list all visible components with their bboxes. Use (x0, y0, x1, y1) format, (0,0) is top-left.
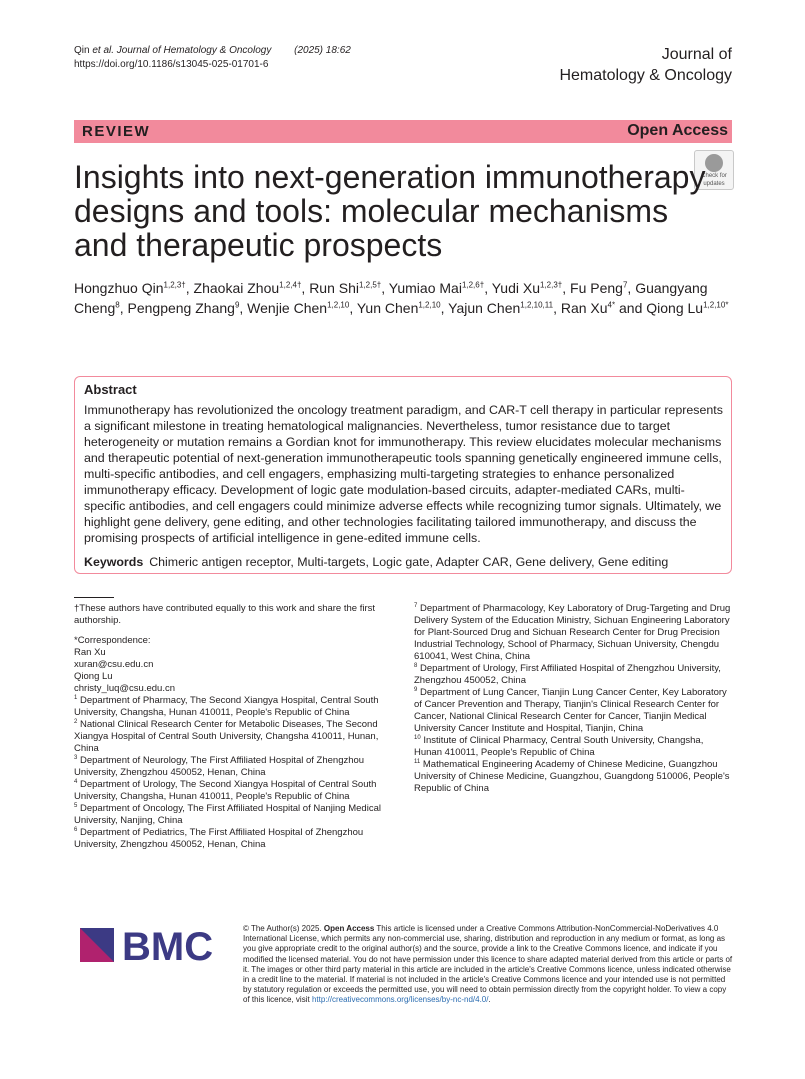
footnotes-left-column (74, 603, 384, 851)
bmc-logo-icon (80, 928, 114, 962)
affiliation-number: 11 (414, 758, 421, 765)
author-separator: , (440, 300, 449, 316)
correspondent-email[interactable]: xuran@csu.edu.cn (74, 659, 154, 670)
affiliation (74, 695, 384, 719)
author-separator: , (301, 280, 310, 296)
author-name: Pengpeng Zhang (127, 300, 235, 316)
author-affiliation-marker: 1,2,4† (279, 280, 302, 290)
affiliation-number: 8 (414, 662, 418, 669)
license-open-access-label: Open Access (323, 924, 375, 933)
open-access-label: Open Access (627, 122, 728, 139)
author-separator: , (562, 280, 571, 296)
check-updates-line2: updates (703, 181, 725, 187)
author-affiliation-marker: 7 (622, 280, 628, 290)
affiliation (74, 755, 384, 779)
citation-journal: et al. Journal of Hematology & Oncology (92, 45, 272, 56)
affiliation (414, 603, 732, 663)
journal-name-line2: Hematology & Oncology (559, 67, 732, 84)
author-name: Fu Peng (570, 280, 623, 296)
author-name: Wenjie Chen (247, 300, 328, 316)
author-name: Ran Xu (560, 300, 608, 316)
author-separator: , (484, 280, 492, 296)
affiliation-text: Mathematical Engineering Academy of Chinese Medicine, Guangzhou University of Chinese Medicine, Guangzhou, Guangdong 510006, People's Republic of China (414, 759, 730, 794)
citation-year: (2025) 18:62 (294, 45, 351, 56)
author-affiliation-marker: 1,2,3† (163, 280, 186, 290)
affiliation-text: Department of Pediatrics, The First Affiliated Hospital of Zhengzhou University, Zhengzhou 450052, Henan, China (74, 827, 364, 850)
author-name: Yumiao Mai (388, 280, 462, 296)
keywords-list: Chimeric antigen receptor, Multi-targets, Logic gate, Adapter CAR, Gene delivery, Gene editing (149, 555, 669, 569)
author-affiliation-marker: 8 (115, 300, 120, 310)
correspondence-label: *Correspondence: (74, 635, 151, 646)
affiliation-text: National Clinical Research Center for Metabolic Diseases, The Second Xiangya Hospital of Central South University, Changsha 410011, Hunan, China (74, 719, 379, 754)
copyright: © The Author(s) 2025. (243, 924, 322, 933)
author-separator: , (627, 280, 636, 296)
author-affiliation-marker: 9 (234, 300, 240, 310)
journal-name (559, 44, 732, 86)
affiliation (414, 663, 732, 687)
affiliations-right (414, 603, 732, 795)
author-name: Zhaokai Zhou (193, 280, 280, 296)
article-title: Insights into next-generation immunotherapy designs and tools: molecular mechanisms and therapeutic prospects (74, 159, 706, 263)
author-affiliation-marker: 1,2,6† (461, 280, 485, 290)
affiliation (414, 735, 732, 759)
affiliation (74, 803, 384, 827)
footnote-divider (74, 597, 114, 598)
affiliation (74, 779, 384, 803)
license-statement (243, 924, 735, 1006)
affiliation-number: 4 (74, 778, 78, 785)
affiliation-text: Department of Oncology, The First Affiliated Hospital of Nanjing Medical University, Nanjing, China (74, 803, 381, 826)
author-name: Hongzhuo Qin (74, 280, 164, 296)
affiliation (74, 719, 384, 755)
equal-contribution-note: †These authors have contributed equally to this work and share the first authorship. (74, 603, 376, 626)
article-type-label: REVIEW (82, 123, 151, 140)
author-affiliation-marker: 1,2,10,11 (520, 300, 554, 310)
correspondent-email[interactable]: christy_luq@csu.edu.cn (74, 683, 175, 694)
check-updates-line1: Check for (701, 173, 727, 179)
affiliation-number: 6 (74, 826, 78, 833)
keywords (84, 554, 724, 570)
affiliation-number: 5 (74, 802, 78, 809)
affiliation-number: 7 (414, 602, 418, 609)
bmc-logo (80, 924, 230, 964)
keywords-label: Keywords (84, 555, 144, 569)
affiliation (414, 759, 732, 795)
author-name: Yudi Xu (491, 280, 540, 296)
correspondent-name: Ran Xu (74, 647, 106, 658)
author-name: Yajun Chen (448, 300, 521, 316)
author-separator: , (553, 300, 561, 316)
license-url-suffix: . (488, 995, 491, 1005)
affiliation-number: 1 (74, 694, 78, 701)
footnotes-right-column (414, 603, 732, 795)
license-text: This article is licensed under a Creative Commons Attribution-NonCommercial-NoDerivatives 4.0 International License, which permits any non-commercial use, sharing, distribution and reproduction in any medium or format, as long as you give appropriate credit to the original author(s) and the source, provide a link to the Creative Commons licence, and indicate if you modified the licensed material. You do not have permission under this licence to share adapted material derived from this article or parts of it. The images or other third party material in this article are included in the article's Creative Commons licence, unless indicated otherwise in a credit line to the material. If material is not included in the article's Creative Commons licence and your intended use is not permitted by statutory regulation or exceeds the permitted use, you will need to obtain permission directly from the copyright holder. To view a copy of this licence, visit (243, 924, 733, 1005)
author-affiliation-marker: 1,2,5† (359, 280, 382, 290)
license-link[interactable]: http://creativecommons.org/licenses/by-nc-nd/4.0/ (311, 995, 489, 1005)
author-affiliation-marker: 1,2,10 (327, 300, 350, 310)
author-separator: , (239, 300, 248, 316)
affiliation-number: 10 (414, 734, 421, 741)
affiliation-number: 9 (414, 686, 418, 693)
doi-link[interactable]: https://doi.org/10.1186/s13045-025-01701-6 (74, 59, 269, 70)
affiliation-text: Department of Pharmacy, The Second Xiangya Hospital, Central South University, Changsha, Hunan 410011, People's Republic of China (74, 695, 379, 718)
author-separator: and (615, 300, 647, 316)
affiliations-left (74, 695, 384, 851)
article-type-banner (74, 120, 732, 143)
author-list (74, 278, 734, 318)
abstract-text: Immunotherapy has revolutionized the oncology treatment paradigm, and CAR-T cell therapy in particular represents a significant milestone in treating hematological malignancies. Nevertheless, tumor resistance due to target heterogeneity or mutation remains a Gordian knot for immunotherapy. This review elucidates molecular mechanisms and therapeutic potential of next-generation immunotherapeutic tools spanning genetically engineered immune cells, multi-specific antibodies, and cell engagers, emphasizing multi-targeting strategies to enhance personalized immunotherapy efficacy. Development of logic gate modulation-based circuits, adapter-mediated CARs, multi-specific antibodies, and cell engagers could minimize adverse effects while recognizing tumor signals. Ultimately, we highlight gene delivery, gene editing, and other technologies facilitating tailored immunotherapy, and discuss the promising prospects of artificial intelligence in gene-edited immune cells. (84, 403, 723, 545)
affiliation-text: Department of Lung Cancer, Tianjin Lung Cancer Center, Key Laboratory of Cancer Prevention and Therapy, Tianjin's Clinical Research Center for Cancer, National Clinical Research Center for Cancer, Tianjin Medical University Cancer Institute and Hospital, Tianjin, China (414, 687, 727, 734)
journal-name-line1: Journal of (661, 46, 732, 63)
author-separator: , (381, 280, 389, 296)
author-affiliation-marker: 4* (607, 300, 616, 310)
author-separator: , (185, 280, 194, 296)
affiliation-text: Department of Pharmacology, Key Laboratory of Drug-Targeting and Drug Delivery System of the Education Ministry, Sichuan Engineering Laboratory for Plant-Sourced Drug and Sichuan Research Center for Drug Precision Industrial Technology, School of Pharmacy, Sichuan University, Chengdu 610041, West China, China (414, 603, 731, 662)
author-name: Yun Chen (356, 300, 419, 316)
author-name: Qiong Lu (646, 300, 704, 316)
author-affiliation-marker: 1,2,10 (418, 300, 441, 310)
author-affiliation-marker: 1,2,3† (539, 280, 563, 290)
affiliation-number: 2 (74, 718, 78, 725)
author-name: Run Shi (309, 280, 359, 296)
abstract-heading: Abstract (84, 382, 137, 397)
citation-author: Qin (74, 45, 90, 56)
affiliation-text: Department of Urology, The Second Xiangya Hospital of Central South University, Changsha, Hunan 410011, People's Republic of China (74, 779, 377, 802)
correspondent-name: Qiong Lu (74, 671, 113, 682)
affiliation (414, 687, 732, 735)
bmc-logo-text: BMC (122, 925, 214, 964)
author-separator: , (349, 300, 357, 316)
affiliation-number: 3 (74, 754, 78, 761)
affiliation-text: Department of Neurology, The First Affiliated Hospital of Zhengzhou University, Zhengzhou 450052, Henan, China (74, 755, 365, 778)
author-affiliation-marker: 1,2,10* (703, 300, 729, 310)
citation-header (74, 44, 351, 72)
author-name: Guangyang Cheng (74, 280, 708, 316)
affiliation-text: Department of Urology, First Affiliated Hospital of Zhengzhou University, Zhengzhou 450052, China (414, 663, 721, 686)
author-separator: , (119, 300, 128, 316)
affiliation-text: Institute of Clinical Pharmacy, Central South University, Changsha, Hunan 410011, People's Republic of China (414, 735, 704, 758)
affiliation (74, 827, 384, 851)
